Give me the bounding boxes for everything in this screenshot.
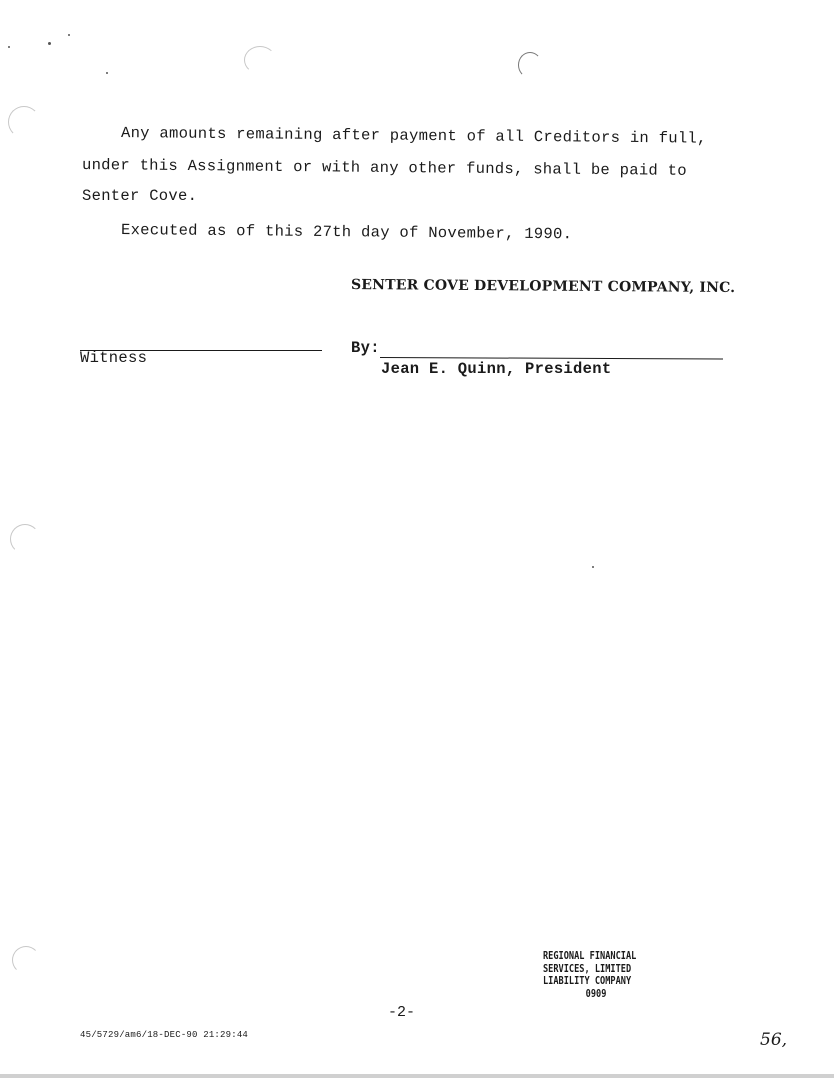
witness-label: Witness xyxy=(80,349,148,367)
stamp-line-2: SERVICES, LIMITED xyxy=(543,962,632,975)
scan-artifact-arc xyxy=(244,46,276,74)
scan-speck xyxy=(106,72,108,74)
scan-artifact-arc xyxy=(8,106,40,138)
scan-speck xyxy=(592,566,594,568)
paragraph-1-line-3: Senter Cove. xyxy=(82,187,198,205)
scan-artifact-arc xyxy=(518,52,542,78)
scan-artifact-arc xyxy=(10,524,40,554)
scan-speck xyxy=(68,34,70,36)
scan-speck xyxy=(48,42,51,45)
paragraph-1-line-1: Any amounts remaining after payment of all Creditors in full, xyxy=(120,124,707,148)
paragraph-2: Executed as of this 27th day of November, 1990. xyxy=(120,221,573,244)
scan-bottom-edge xyxy=(0,1074,834,1078)
stamp-number: 0909 xyxy=(585,987,607,1000)
company-name: SENTER COVE DEVELOPMENT COMPANY, INC. xyxy=(350,277,736,297)
page-number: -2- xyxy=(388,1004,416,1021)
company-stamp xyxy=(543,950,650,1000)
by-label: By: xyxy=(351,339,380,357)
document-id: 45/5729/am6/18-DEC-90 21:29:44 xyxy=(80,1030,249,1040)
scan-artifact-arc xyxy=(12,946,40,974)
paragraph-1-line-2: under this Assignment or with any other funds, shall be paid to xyxy=(81,156,687,180)
handwritten-page-number: 56, xyxy=(760,1030,788,1050)
scan-speck xyxy=(8,46,10,48)
signer-name: Jean E. Quinn, President xyxy=(381,360,612,378)
stamp-line-1: REGIONAL FINANCIAL xyxy=(543,950,637,962)
stamp-line-3: LIABILITY COMPANY xyxy=(543,975,632,987)
